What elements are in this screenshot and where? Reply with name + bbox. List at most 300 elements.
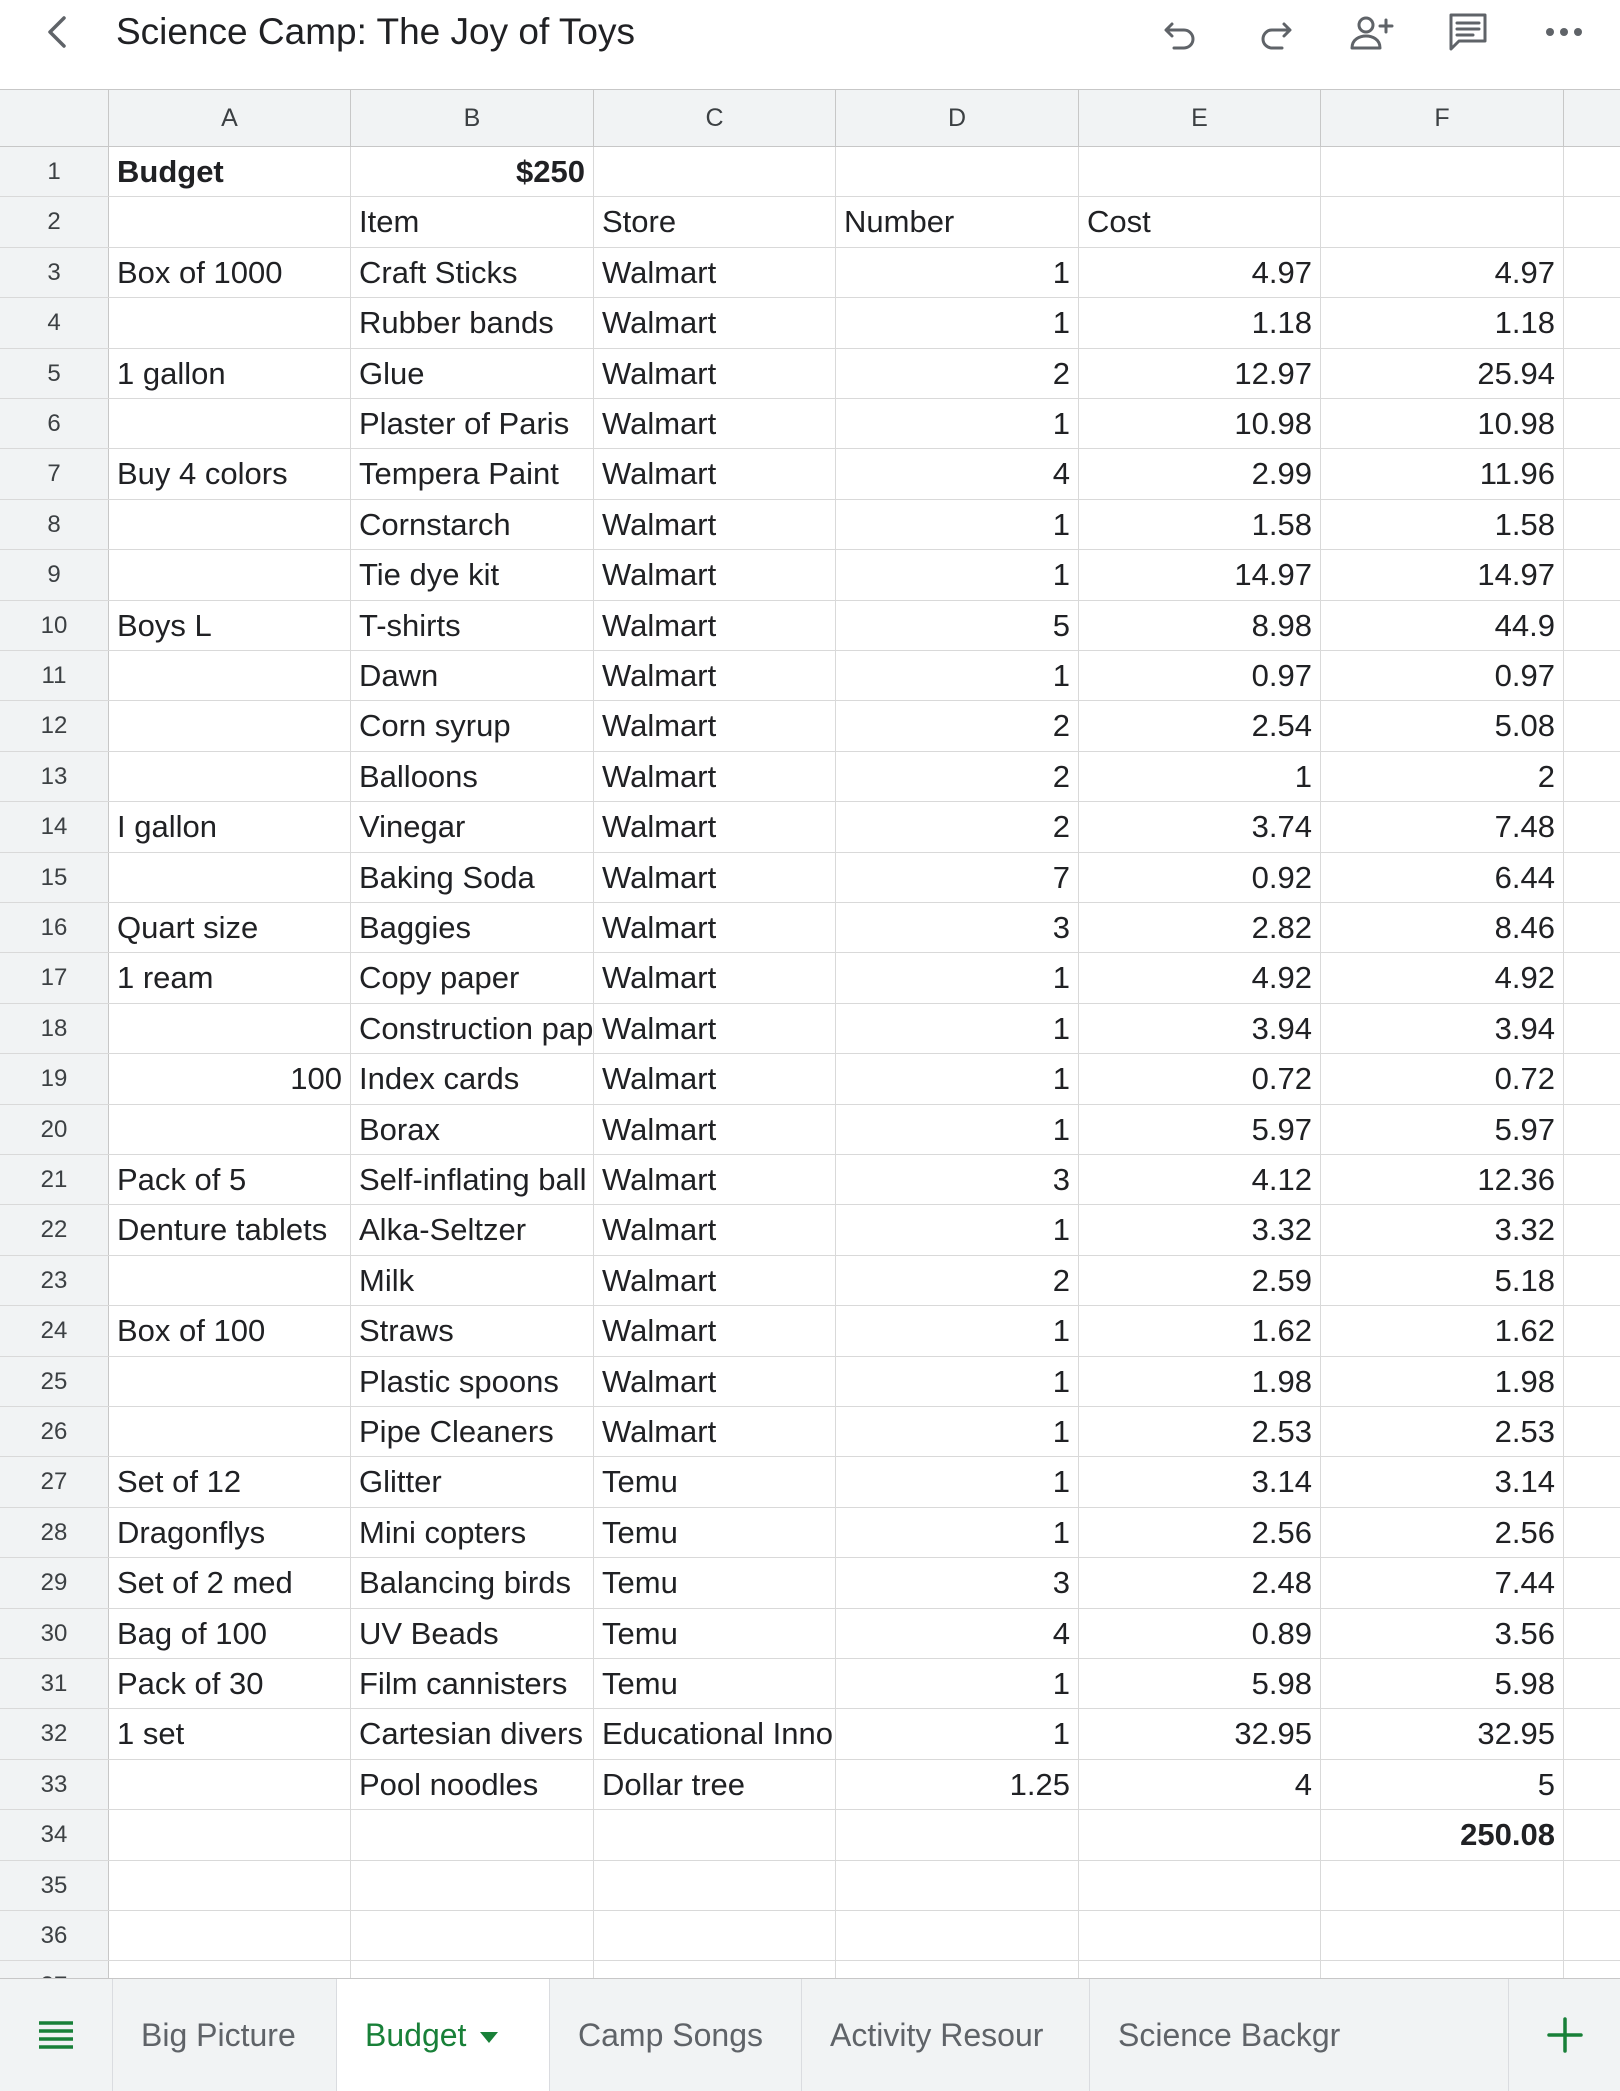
cell-f5[interactable]: 25.94 xyxy=(1321,349,1564,398)
cell-b35[interactable] xyxy=(351,1861,594,1910)
cell-d11[interactable]: 1 xyxy=(836,651,1079,700)
cell-b32[interactable]: Cartesian divers xyxy=(351,1709,594,1758)
cell-f16[interactable]: 8.46 xyxy=(1321,903,1564,952)
cell-a27[interactable]: Set of 12 xyxy=(109,1457,351,1506)
table-row xyxy=(0,550,1620,600)
cell-c28[interactable]: Temu xyxy=(594,1508,836,1557)
row-header[interactable]: 2 xyxy=(0,197,109,246)
cell-b27[interactable]: Glitter xyxy=(351,1457,594,1506)
cell-e8[interactable]: 1.58 xyxy=(1079,500,1321,549)
cell-b3[interactable]: Craft Sticks xyxy=(351,248,594,297)
cell-e26[interactable]: 2.53 xyxy=(1079,1407,1321,1456)
table-row xyxy=(0,1155,1620,1205)
cell-b12[interactable]: Corn syrup xyxy=(351,701,594,750)
row-header[interactable]: 23 xyxy=(0,1256,109,1305)
cell-c2[interactable]: Store xyxy=(594,197,836,246)
cell-f19[interactable]: 0.72 xyxy=(1321,1054,1564,1103)
cell-e25[interactable]: 1.98 xyxy=(1079,1357,1321,1406)
cell-e21[interactable]: 4.12 xyxy=(1079,1155,1321,1204)
cell-d34[interactable] xyxy=(836,1810,1079,1859)
cell-c15[interactable]: Walmart xyxy=(594,853,836,902)
cell-d3[interactable]: 1 xyxy=(836,248,1079,297)
column-header-d[interactable]: D xyxy=(836,90,1079,147)
sheet-tab-label: Camp Songs xyxy=(578,2017,763,2053)
cell-f27[interactable]: 3.14 xyxy=(1321,1457,1564,1506)
table-row xyxy=(0,651,1620,701)
cell-b11[interactable]: Dawn xyxy=(351,651,594,700)
row-header[interactable]: 1 xyxy=(0,147,109,196)
cell-c35[interactable] xyxy=(594,1861,836,1910)
row-header[interactable]: 36 xyxy=(0,1911,109,1960)
cell-d7[interactable]: 4 xyxy=(836,449,1079,498)
cell-e28[interactable]: 2.56 xyxy=(1079,1508,1321,1557)
cell-c17[interactable]: Walmart xyxy=(594,953,836,1002)
cell-d35[interactable] xyxy=(836,1861,1079,1910)
cell-f20[interactable]: 5.97 xyxy=(1321,1105,1564,1154)
cell-a7[interactable]: Buy 4 colors xyxy=(109,449,351,498)
cell-b18[interactable]: Construction pap xyxy=(351,1004,594,1053)
cell-b34[interactable] xyxy=(351,1810,594,1859)
cell-c27[interactable]: Temu xyxy=(594,1457,836,1506)
cell-b17[interactable]: Copy paper xyxy=(351,953,594,1002)
row-header[interactable]: 29 xyxy=(0,1558,109,1607)
cell-c26[interactable]: Walmart xyxy=(594,1407,836,1456)
cell-d16[interactable]: 3 xyxy=(836,903,1079,952)
row-header[interactable]: 33 xyxy=(0,1760,109,1809)
row-header[interactable]: 27 xyxy=(0,1457,109,1506)
cell-b4[interactable]: Rubber bands xyxy=(351,298,594,347)
add-person-icon[interactable] xyxy=(1345,8,1397,56)
table-row xyxy=(0,1054,1620,1104)
cell-a8[interactable] xyxy=(109,500,351,549)
cell-b9[interactable]: Tie dye kit xyxy=(351,550,594,599)
cell-c30[interactable]: Temu xyxy=(594,1609,836,1658)
cell-f23[interactable]: 5.18 xyxy=(1321,1256,1564,1305)
table-row xyxy=(0,1911,1620,1961)
cell-f12[interactable]: 5.08 xyxy=(1321,701,1564,750)
cell-f32[interactable]: 32.95 xyxy=(1321,1709,1564,1758)
cell-d5[interactable]: 2 xyxy=(836,349,1079,398)
cell-d9[interactable]: 1 xyxy=(836,550,1079,599)
cell-e6[interactable]: 10.98 xyxy=(1079,399,1321,448)
cell-d25[interactable]: 1 xyxy=(836,1357,1079,1406)
cell-f1[interactable] xyxy=(1321,147,1564,196)
cell-b29[interactable]: Balancing birds xyxy=(351,1558,594,1607)
row-header[interactable]: 3 xyxy=(0,248,109,297)
cell-b30[interactable]: UV Beads xyxy=(351,1609,594,1658)
cell-a3[interactable]: Box of 1000 xyxy=(109,248,351,297)
cell-c6[interactable]: Walmart xyxy=(594,399,836,448)
cell-f25[interactable]: 1.98 xyxy=(1321,1357,1564,1406)
cell-c21[interactable]: Walmart xyxy=(594,1155,836,1204)
cell-d18[interactable]: 1 xyxy=(836,1004,1079,1053)
table-row xyxy=(0,701,1620,751)
cell-d2[interactable]: Number xyxy=(836,197,1079,246)
cell-f31[interactable]: 5.98 xyxy=(1321,1659,1564,1708)
cell-a6[interactable] xyxy=(109,399,351,448)
cell-e10[interactable]: 8.98 xyxy=(1079,601,1321,650)
cell-c13[interactable]: Walmart xyxy=(594,752,836,801)
cell-a18[interactable] xyxy=(109,1004,351,1053)
cell-f14[interactable]: 7.48 xyxy=(1321,802,1564,851)
cell-c9[interactable]: Walmart xyxy=(594,550,836,599)
cell-f15[interactable]: 6.44 xyxy=(1321,853,1564,902)
cell-a17[interactable]: 1 ream xyxy=(109,953,351,1002)
cell-d1[interactable] xyxy=(836,147,1079,196)
cell-c4[interactable]: Walmart xyxy=(594,298,836,347)
cell-e27[interactable]: 3.14 xyxy=(1079,1457,1321,1506)
cell-c11[interactable]: Walmart xyxy=(594,651,836,700)
comment-icon[interactable] xyxy=(1442,8,1494,56)
row-header[interactable]: 4 xyxy=(0,298,109,347)
cell-e4[interactable]: 1.18 xyxy=(1079,298,1321,347)
cell-b23[interactable]: Milk xyxy=(351,1256,594,1305)
cell-d29[interactable]: 3 xyxy=(836,1558,1079,1607)
select-all-corner[interactable] xyxy=(0,90,109,147)
cell-c36[interactable] xyxy=(594,1911,836,1960)
cell-b15[interactable]: Baking Soda xyxy=(351,853,594,902)
cell-d8[interactable]: 1 xyxy=(836,500,1079,549)
cell-f18[interactable]: 3.94 xyxy=(1321,1004,1564,1053)
cell-d21[interactable]: 3 xyxy=(836,1155,1079,1204)
cell-d31[interactable]: 1 xyxy=(836,1659,1079,1708)
cell-d17[interactable]: 1 xyxy=(836,953,1079,1002)
cell-a19[interactable]: 100 xyxy=(109,1054,351,1103)
cell-d6[interactable]: 1 xyxy=(836,399,1079,448)
cell-e15[interactable]: 0.92 xyxy=(1079,853,1321,902)
cell-e13[interactable]: 1 xyxy=(1079,752,1321,801)
cell-f28[interactable]: 2.56 xyxy=(1321,1508,1564,1557)
row-header[interactable]: 15 xyxy=(0,853,109,902)
row-header[interactable]: 8 xyxy=(0,500,109,549)
row-header[interactable]: 25 xyxy=(0,1357,109,1406)
cell-a24[interactable]: Box of 100 xyxy=(109,1306,351,1355)
cell-f33[interactable]: 5 xyxy=(1321,1760,1564,1809)
cell-a11[interactable] xyxy=(109,651,351,700)
cell-a26[interactable] xyxy=(109,1407,351,1456)
cell-d13[interactable]: 2 xyxy=(836,752,1079,801)
cell-c14[interactable]: Walmart xyxy=(594,802,836,851)
cell-f34[interactable]: 250.08 xyxy=(1321,1810,1564,1859)
cell-f22[interactable]: 3.32 xyxy=(1321,1205,1564,1254)
cell-b13[interactable]: Balloons xyxy=(351,752,594,801)
row-header[interactable]: 12 xyxy=(0,701,109,750)
row-header[interactable]: 21 xyxy=(0,1155,109,1204)
cell-a16[interactable]: Quart size xyxy=(109,903,351,952)
cell-e30[interactable]: 0.89 xyxy=(1079,1609,1321,1658)
sheet-tab-budget[interactable] xyxy=(336,1979,549,2091)
cell-f26[interactable]: 2.53 xyxy=(1321,1407,1564,1456)
cell-f13[interactable]: 2 xyxy=(1321,752,1564,801)
row-header[interactable]: 10 xyxy=(0,601,109,650)
row-header[interactable]: 13 xyxy=(0,752,109,801)
cell-f3[interactable]: 4.97 xyxy=(1321,248,1564,297)
cell-d30[interactable]: 4 xyxy=(836,1609,1079,1658)
column-header-e[interactable]: E xyxy=(1079,90,1321,147)
cell-d22[interactable]: 1 xyxy=(836,1205,1079,1254)
sheet-tab-science-background[interactable] xyxy=(1089,1979,1377,2091)
cell-e29[interactable]: 2.48 xyxy=(1079,1558,1321,1607)
cell-b31[interactable]: Film cannisters xyxy=(351,1659,594,1708)
cell-a9[interactable] xyxy=(109,550,351,599)
all-sheets-menu-icon[interactable] xyxy=(0,1979,112,2091)
cell-a14[interactable]: I gallon xyxy=(109,802,351,851)
row-header[interactable]: 32 xyxy=(0,1709,109,1758)
cell-f2[interactable] xyxy=(1321,197,1564,246)
cell-c20[interactable]: Walmart xyxy=(594,1105,836,1154)
cell-c18[interactable]: Walmart xyxy=(594,1004,836,1053)
cell-d26[interactable]: 1 xyxy=(836,1407,1079,1456)
table-row xyxy=(0,802,1620,852)
cell-c24[interactable]: Walmart xyxy=(594,1306,836,1355)
cell-b28[interactable]: Mini copters xyxy=(351,1508,594,1557)
cell-b19[interactable]: Index cards xyxy=(351,1054,594,1103)
row-header[interactable]: 7 xyxy=(0,449,109,498)
cell-e34[interactable] xyxy=(1079,1810,1321,1859)
cell-e17[interactable]: 4.92 xyxy=(1079,953,1321,1002)
cell-e12[interactable]: 2.54 xyxy=(1079,701,1321,750)
cell-f6[interactable]: 10.98 xyxy=(1321,399,1564,448)
table-row xyxy=(0,752,1620,802)
cell-f11[interactable]: 0.97 xyxy=(1321,651,1564,700)
table-row xyxy=(0,399,1620,449)
row-header[interactable]: 20 xyxy=(0,1105,109,1154)
table-row xyxy=(0,248,1620,298)
cell-d12[interactable]: 2 xyxy=(836,701,1079,750)
cell-d14[interactable]: 2 xyxy=(836,802,1079,851)
more-icon[interactable] xyxy=(1538,8,1590,56)
cell-b20[interactable]: Borax xyxy=(351,1105,594,1154)
cell-c8[interactable]: Walmart xyxy=(594,500,836,549)
cell-e32[interactable]: 32.95 xyxy=(1079,1709,1321,1758)
document-title[interactable]: Science Camp: The Joy of Toys xyxy=(116,11,635,52)
cell-d23[interactable]: 2 xyxy=(836,1256,1079,1305)
table-row xyxy=(0,147,1620,197)
cell-f36[interactable] xyxy=(1321,1911,1564,1960)
cell-c29[interactable]: Temu xyxy=(594,1558,836,1607)
sheet-tab-big-picture[interactable] xyxy=(112,1979,336,2091)
column-header-b[interactable]: B xyxy=(351,90,594,147)
cell-c5[interactable]: Walmart xyxy=(594,349,836,398)
cell-e20[interactable]: 5.97 xyxy=(1079,1105,1321,1154)
row-header[interactable]: 16 xyxy=(0,903,109,952)
cell-b6[interactable]: Plaster of Paris xyxy=(351,399,594,448)
cell-e16[interactable]: 2.82 xyxy=(1079,903,1321,952)
cell-c16[interactable]: Walmart xyxy=(594,903,836,952)
redo-icon[interactable] xyxy=(1250,8,1302,56)
sheet-tab-label: Big Picture xyxy=(141,2017,296,2053)
cell-c3[interactable]: Walmart xyxy=(594,248,836,297)
cell-a33[interactable] xyxy=(109,1760,351,1809)
cell-a23[interactable] xyxy=(109,1256,351,1305)
cell-b33[interactable]: Pool noodles xyxy=(351,1760,594,1809)
column-header-f[interactable]: F xyxy=(1321,90,1564,147)
table-row xyxy=(0,953,1620,1003)
cell-a2[interactable] xyxy=(109,197,351,246)
cell-b2[interactable]: Item xyxy=(351,197,594,246)
cell-b16[interactable]: Baggies xyxy=(351,903,594,952)
cell-f29[interactable]: 7.44 xyxy=(1321,1558,1564,1607)
back-arrow-icon[interactable] xyxy=(38,12,78,52)
cell-e33[interactable]: 4 xyxy=(1079,1760,1321,1809)
sheet-tab-camp-songs[interactable] xyxy=(549,1979,801,2091)
cell-e18[interactable]: 3.94 xyxy=(1079,1004,1321,1053)
cell-f9[interactable]: 14.97 xyxy=(1321,550,1564,599)
cell-a29[interactable]: Set of 2 med xyxy=(109,1558,351,1607)
cell-e11[interactable]: 0.97 xyxy=(1079,651,1321,700)
cell-f21[interactable]: 12.36 xyxy=(1321,1155,1564,1204)
cell-a25[interactable] xyxy=(109,1357,351,1406)
cell-f7[interactable]: 11.96 xyxy=(1321,449,1564,498)
cell-c22[interactable]: Walmart xyxy=(594,1205,836,1254)
cell-b7[interactable]: Tempera Paint xyxy=(351,449,594,498)
cell-a34[interactable] xyxy=(109,1810,351,1859)
cell-d4[interactable]: 1 xyxy=(836,298,1079,347)
row-header[interactable]: 11 xyxy=(0,651,109,700)
row-header[interactable]: 30 xyxy=(0,1609,109,1658)
table-row xyxy=(0,1609,1620,1659)
column-header-c[interactable]: C xyxy=(594,90,836,147)
sheet-tab-activity-resources[interactable] xyxy=(801,1979,1089,2091)
cell-c23[interactable]: Walmart xyxy=(594,1256,836,1305)
cell-a12[interactable] xyxy=(109,701,351,750)
row-header[interactable]: 19 xyxy=(0,1054,109,1103)
cell-d33[interactable]: 1.25 xyxy=(836,1760,1079,1809)
cell-c12[interactable]: Walmart xyxy=(594,701,836,750)
cell-e1[interactable] xyxy=(1079,147,1321,196)
cell-e36[interactable] xyxy=(1079,1911,1321,1960)
cell-c25[interactable]: Walmart xyxy=(594,1357,836,1406)
cell-f24[interactable]: 1.62 xyxy=(1321,1306,1564,1355)
cell-c33[interactable]: Dollar tree xyxy=(594,1760,836,1809)
cell-d15[interactable]: 7 xyxy=(836,853,1079,902)
cell-c1[interactable] xyxy=(594,147,836,196)
cell-f4[interactable]: 1.18 xyxy=(1321,298,1564,347)
undo-icon[interactable] xyxy=(1154,8,1206,56)
row-header[interactable]: 24 xyxy=(0,1306,109,1355)
cell-a10[interactable]: Boys L xyxy=(109,601,351,650)
row-header[interactable]: 26 xyxy=(0,1407,109,1456)
cell-a21[interactable]: Pack of 5 xyxy=(109,1155,351,1204)
cell-b21[interactable]: Self-inflating ball xyxy=(351,1155,594,1204)
table-row xyxy=(0,500,1620,550)
cell-b22[interactable]: Alka-Seltzer xyxy=(351,1205,594,1254)
row-header[interactable]: 5 xyxy=(0,349,109,398)
cell-a22[interactable]: Denture tablets xyxy=(109,1205,351,1254)
cell-b26[interactable]: Pipe Cleaners xyxy=(351,1407,594,1456)
cell-b10[interactable]: T-shirts xyxy=(351,601,594,650)
row-header[interactable]: 22 xyxy=(0,1205,109,1254)
row-header[interactable]: 31 xyxy=(0,1659,109,1708)
cell-e2[interactable]: Cost xyxy=(1079,197,1321,246)
cell-d24[interactable]: 1 xyxy=(836,1306,1079,1355)
table-row xyxy=(0,1558,1620,1608)
table-row xyxy=(0,853,1620,903)
cell-a32[interactable]: 1 set xyxy=(109,1709,351,1758)
row-header[interactable]: 28 xyxy=(0,1508,109,1557)
cell-d20[interactable]: 1 xyxy=(836,1105,1079,1154)
cell-c31[interactable]: Temu xyxy=(594,1659,836,1708)
cell-b1[interactable]: $250 xyxy=(351,147,594,196)
cell-b14[interactable]: Vinegar xyxy=(351,802,594,851)
cell-b25[interactable]: Plastic spoons xyxy=(351,1357,594,1406)
cell-e24[interactable]: 1.62 xyxy=(1079,1306,1321,1355)
cell-a31[interactable]: Pack of 30 xyxy=(109,1659,351,1708)
cell-d10[interactable]: 5 xyxy=(836,601,1079,650)
cell-c19[interactable]: Walmart xyxy=(594,1054,836,1103)
cell-b24[interactable]: Straws xyxy=(351,1306,594,1355)
add-sheet-icon[interactable] xyxy=(1508,1979,1620,2091)
cell-e22[interactable]: 3.32 xyxy=(1079,1205,1321,1254)
cell-e35[interactable] xyxy=(1079,1861,1321,1910)
column-header-a[interactable]: A xyxy=(109,90,351,147)
row-header[interactable]: 34 xyxy=(0,1810,109,1859)
cell-d19[interactable]: 1 xyxy=(836,1054,1079,1103)
cell-e31[interactable]: 5.98 xyxy=(1079,1659,1321,1708)
cell-a20[interactable] xyxy=(109,1105,351,1154)
cell-d27[interactable]: 1 xyxy=(836,1457,1079,1506)
table-row xyxy=(0,1709,1620,1759)
table-row xyxy=(0,1256,1620,1306)
cell-d32[interactable]: 1 xyxy=(836,1709,1079,1758)
cell-a13[interactable] xyxy=(109,752,351,801)
cell-d28[interactable]: 1 xyxy=(836,1508,1079,1557)
cell-a5[interactable]: 1 gallon xyxy=(109,349,351,398)
cell-f17[interactable]: 4.92 xyxy=(1321,953,1564,1002)
cell-a15[interactable] xyxy=(109,853,351,902)
cell-e5[interactable]: 12.97 xyxy=(1079,349,1321,398)
tab-dropdown-icon[interactable] xyxy=(480,2032,498,2043)
table-row xyxy=(0,298,1620,348)
cell-f30[interactable]: 3.56 xyxy=(1321,1609,1564,1658)
cell-c34[interactable] xyxy=(594,1810,836,1859)
cell-a30[interactable]: Bag of 100 xyxy=(109,1609,351,1658)
cell-f35[interactable] xyxy=(1321,1861,1564,1910)
cell-a4[interactable] xyxy=(109,298,351,347)
cell-c32[interactable]: Educational Inno xyxy=(594,1709,836,1758)
table-row xyxy=(0,349,1620,399)
cell-a35[interactable] xyxy=(109,1861,351,1910)
cell-a28[interactable]: Dragonflys xyxy=(109,1508,351,1557)
cell-c10[interactable]: Walmart xyxy=(594,601,836,650)
cell-e23[interactable]: 2.59 xyxy=(1079,1256,1321,1305)
cell-e14[interactable]: 3.74 xyxy=(1079,802,1321,851)
cell-f10[interactable]: 44.9 xyxy=(1321,601,1564,650)
cell-b8[interactable]: Cornstarch xyxy=(351,500,594,549)
cell-b5[interactable]: Glue xyxy=(351,349,594,398)
row-header[interactable]: 18 xyxy=(0,1004,109,1053)
cell-e19[interactable]: 0.72 xyxy=(1079,1054,1321,1103)
row-header[interactable]: 17 xyxy=(0,953,109,1002)
cell-d36[interactable] xyxy=(836,1911,1079,1960)
row-header[interactable]: 35 xyxy=(0,1861,109,1910)
table-row xyxy=(0,903,1620,953)
cell-b36[interactable] xyxy=(351,1911,594,1960)
row-header[interactable]: 9 xyxy=(0,550,109,599)
cell-e3[interactable]: 4.97 xyxy=(1079,248,1321,297)
cell-e7[interactable]: 2.99 xyxy=(1079,449,1321,498)
cell-a36[interactable] xyxy=(109,1911,351,1960)
cell-c7[interactable]: Walmart xyxy=(594,449,836,498)
cell-e9[interactable]: 14.97 xyxy=(1079,550,1321,599)
table-row xyxy=(0,1306,1620,1356)
cell-f8[interactable]: 1.58 xyxy=(1321,500,1564,549)
row-header[interactable]: 6 xyxy=(0,399,109,448)
table-row xyxy=(0,1760,1620,1810)
spreadsheet-grid[interactable] xyxy=(0,89,1620,1978)
row-header[interactable]: 14 xyxy=(0,802,109,851)
cell-a1[interactable]: Budget xyxy=(109,147,351,196)
